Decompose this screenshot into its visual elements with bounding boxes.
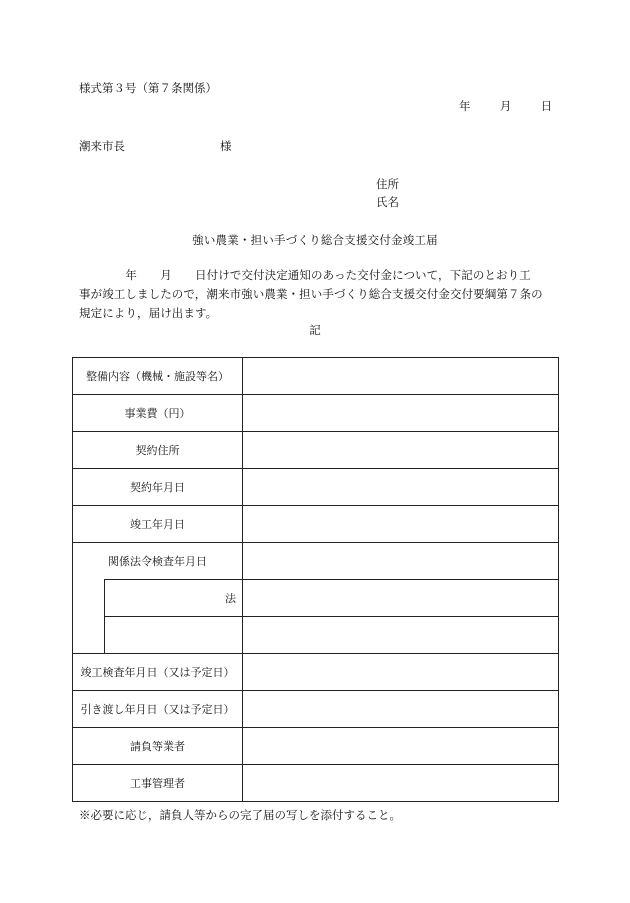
form-number: 様式第３号（第７条関係） xyxy=(79,81,217,95)
table-row xyxy=(73,580,559,617)
row-label: 整備内容（機械・施設等名） xyxy=(73,358,243,395)
row-value-field[interactable] xyxy=(243,395,559,432)
table-row xyxy=(73,728,559,765)
form-table xyxy=(72,357,559,802)
document-title: 強い農業・担い手づくり総合支援交付金竣工届 xyxy=(192,233,438,247)
table-row xyxy=(73,469,559,506)
row-value-field[interactable] xyxy=(243,765,559,802)
body-line-2: 事が竣工しましたので，潮来市強い農業・担い手づくり総合支援交付金交付要綱第７条の xyxy=(79,287,543,301)
row-label: 事業費（円） xyxy=(73,395,243,432)
row-value-field[interactable] xyxy=(243,580,559,617)
body-line-3: 規定により，届け出ます。 xyxy=(79,306,218,320)
row-label[interactable] xyxy=(105,617,243,654)
row-value-field[interactable] xyxy=(243,469,559,506)
body-text xyxy=(79,266,561,323)
indent-cell xyxy=(73,617,105,654)
table-row xyxy=(73,543,559,580)
row-label: 竣工年月日 xyxy=(73,506,243,543)
table-row xyxy=(73,654,559,691)
indent-cell xyxy=(73,580,105,617)
footnote: ※必要に応じ，請負人等からの完了届の写しを添付すること。 xyxy=(79,808,401,822)
row-label: 工事管理者 xyxy=(73,765,243,802)
date-day-label: 日 xyxy=(540,99,553,113)
row-value-field[interactable] xyxy=(243,691,559,728)
name-label: 氏名 xyxy=(376,195,399,209)
date-month-label: 月 xyxy=(499,99,512,113)
row-value-field[interactable] xyxy=(243,358,559,395)
row-label: 契約年月日 xyxy=(73,469,243,506)
row-value-field[interactable] xyxy=(243,728,559,765)
table-row xyxy=(73,617,559,654)
date-year-label: 年 xyxy=(459,99,471,113)
row-label: 関係法令検査年月日 xyxy=(73,543,243,580)
body-line-1: 年 月 日付けで交付決定通知のあった交付金について，下記のとおり工 xyxy=(79,268,531,282)
row-label: 竣工検査年月日（又は予定日） xyxy=(73,654,243,691)
row-value-field[interactable] xyxy=(243,543,559,580)
table-row xyxy=(73,432,559,469)
row-label: 請負等業者 xyxy=(73,728,243,765)
table-row xyxy=(73,691,559,728)
row-value-field[interactable] xyxy=(243,617,559,654)
table-row xyxy=(73,765,559,802)
table-row xyxy=(73,506,559,543)
addressee: 潮来市長 xyxy=(79,139,125,153)
row-value-field[interactable] xyxy=(243,506,559,543)
row-label: 引き渡し年月日（又は予定日） xyxy=(73,691,243,728)
row-value-field[interactable] xyxy=(243,654,559,691)
row-label: 契約住所 xyxy=(73,432,243,469)
ki-heading: 記 xyxy=(309,323,321,337)
date-line xyxy=(459,98,552,114)
row-label: 法 xyxy=(105,580,243,617)
address-label: 住所 xyxy=(376,177,399,191)
table-row xyxy=(73,358,559,395)
row-value-field[interactable] xyxy=(243,432,559,469)
table-row xyxy=(73,395,559,432)
honorific: 様 xyxy=(220,139,232,153)
